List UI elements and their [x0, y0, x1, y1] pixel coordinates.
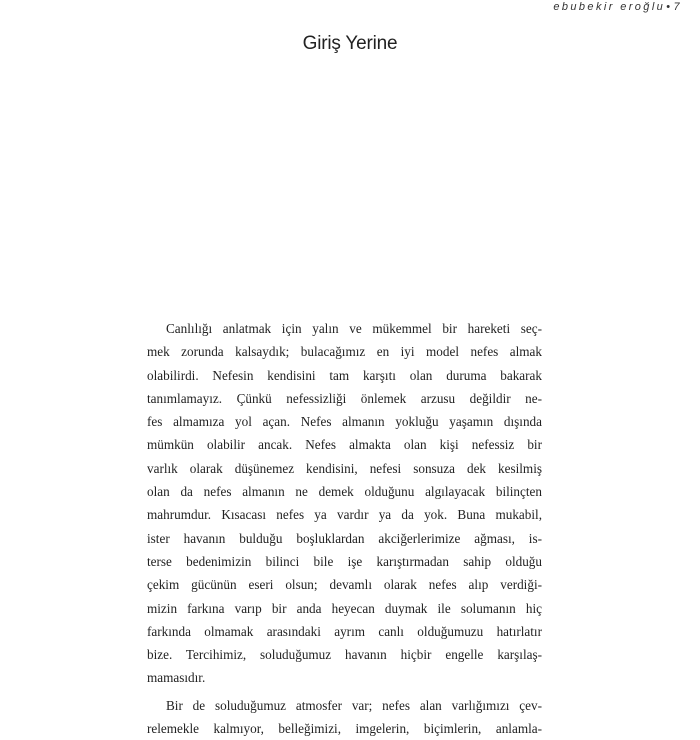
running-header	[553, 0, 682, 14]
text-line: mahrumdur. Kısacası nefes ya vardır ya da yok. Buna mukabil,	[147, 507, 542, 523]
text-line: mamasıdır.	[147, 670, 206, 686]
paragraph	[147, 317, 542, 690]
text-line: bize. Tercihimiz, soluduğumuz havanın hiçbir engelle karşılaş-	[147, 647, 542, 663]
body-text	[147, 317, 542, 740]
text-line: relemekle kalmıyor, belleğimizi, imgelerin, biçimlerin, anlamla-	[147, 721, 542, 737]
text-line: olabilirdi. Nefesin kendisini tam karşıtı olan duruma bakarak	[147, 367, 542, 383]
text-line: mek zorunda kalsaydık; bulacağımız en iyi model nefes almak	[147, 344, 542, 360]
page-number: 7	[673, 1, 682, 13]
paragraph	[147, 694, 542, 740]
text-line: farkında olmamak arasındaki ayrım canlı olduğumuzu hatırlatır	[147, 623, 542, 639]
text-line: olan da nefes almanın ne demek olduğunu algılayacak bilinçten	[147, 484, 542, 500]
chapter-title: Giriş Yerine	[302, 33, 398, 54]
text-line: fes almamıza yol açan. Nefes almanın yokluğu yaşamın dışında	[147, 414, 542, 430]
text-line: mümkün olabilir ancak. Nefes almakta olan kişi nefessiz bir	[147, 437, 542, 453]
text-line: varlık olarak düşünemez kendisini, nefesi sonsuza dek kesilmiş	[147, 460, 542, 476]
text-line: Canlılığı anlatmak için yalın ve mükemmel bir hareketi seç-	[166, 321, 542, 336]
text-line: çekim gücünün eseri olsun; devamlı olarak nefes alıp verdiği-	[147, 577, 542, 593]
text-line: terse bedenimizin bilinci bile işe karıştırmadan sahip olduğu	[147, 553, 542, 569]
running-header-separator: •	[666, 1, 673, 13]
text-line: ister havanın bulduğu boşluklardan akciğerlerimize ağması, is-	[147, 530, 542, 546]
text-line: Bir de soluduğumuz atmosfer var; nefes alan varlığımızı çev-	[166, 697, 542, 713]
text-line: mizin farkına varıp bir anda heyecan duymak ile solumanın hiç	[147, 600, 542, 616]
text-line: tanımlamayız. Çünkü nefessizliği önlemek arzusu değildir ne-	[147, 390, 542, 406]
running-header-author: ebubekir eroğlu	[553, 1, 666, 13]
